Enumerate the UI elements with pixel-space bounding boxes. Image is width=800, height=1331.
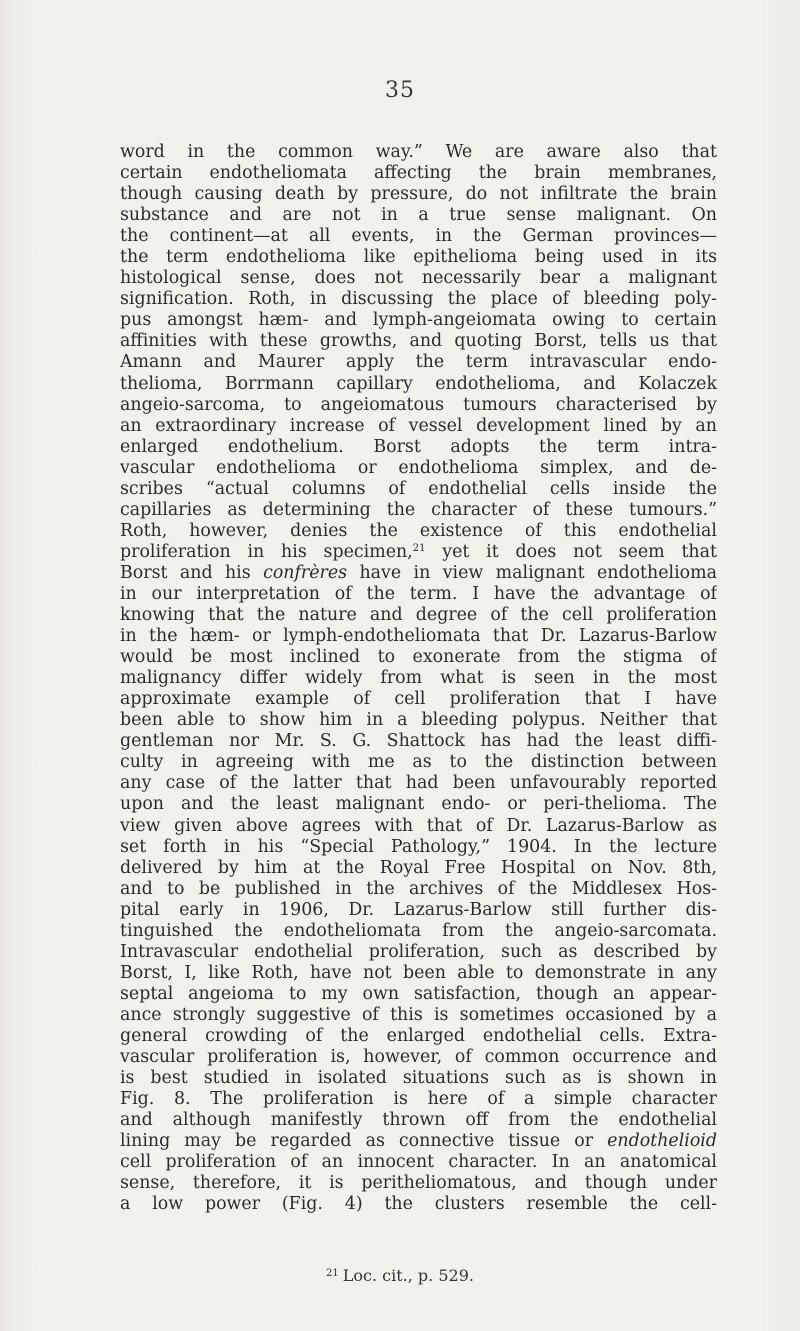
- text-line: vascular endothelioma or endothelioma simplex, and de-: [120, 457, 717, 478]
- text-line: histological sense, does not necessarily bear a malignant: [120, 268, 717, 289]
- text-line: knowing that the nature and degree of the cell proliferation: [120, 605, 717, 626]
- text-line: any case of the latter that had been unfavourably reported: [120, 773, 717, 794]
- italic-word: confrères: [263, 562, 348, 583]
- footnote-text: Loc. cit., p. 529.: [342, 1266, 474, 1285]
- text-line: septal angeioma to my own satisfaction, though an appear-: [120, 983, 717, 1004]
- text-line: capillaries as determining the character of these tumours.”: [120, 499, 717, 520]
- text-line: Amann and Maurer apply the term intravascular endo-: [120, 352, 717, 373]
- text-line: tinguished the endotheliomata from the angeio-sarcomata.: [120, 920, 717, 941]
- text-line: the continent—at all events, in the German provinces—: [120, 226, 717, 247]
- text-line: been able to show him in a bleeding polypus. Neither that: [120, 710, 717, 731]
- text-line: pus amongst hæm- and lymph-angeiomata owing to certain: [120, 310, 717, 331]
- text-line: a low power (Fig. 4) the clusters resemble the cell-: [120, 1194, 717, 1215]
- text-line: signification. Roth, in discussing the place of bleeding poly-: [120, 289, 717, 310]
- text-line: and although manifestly thrown off from the endothelial: [120, 1110, 717, 1131]
- text-line: Fig. 8. The proliferation is here of a simple character: [120, 1089, 717, 1110]
- text-line: ance strongly suggestive of this is sometimes occasioned by a: [120, 1004, 717, 1025]
- text-line: view given above agrees with that of Dr. Lazarus-Barlow as: [120, 815, 717, 836]
- text-line: culty in agreeing with me as to the distinction between: [120, 752, 717, 773]
- text-line: pital early in 1906, Dr. Lazarus-Barlow still further dis-: [120, 899, 717, 920]
- footnote: [0, 1266, 800, 1285]
- text-line: is best studied in isolated situations such as is shown in: [120, 1068, 717, 1089]
- text-line: thelioma, Borrmann capillary endothelioma, and Kolaczek: [120, 373, 717, 394]
- text-line: word in the common way.” We are aware also that: [120, 142, 717, 162]
- page-number: 35: [385, 78, 415, 103]
- text-line: Borst, I, like Roth, have not been able to demonstrate in any: [120, 962, 717, 983]
- text-line: would be most inclined to exonerate from the stigma of: [120, 647, 717, 668]
- text-line: angeio-sarcoma, to angeiomatous tumours characterised by: [120, 394, 717, 415]
- text-line: malignancy differ widely from what is seen in the most: [120, 668, 717, 689]
- text-line: general crowding of the enlarged endothelial cells. Extra-: [120, 1025, 717, 1046]
- text-line: Intravascular endothelial proliferation, such as described by: [120, 941, 717, 962]
- text-line: gentleman nor Mr. S. G. Shattock has had the least diffi-: [120, 731, 717, 752]
- body-paragraph: [120, 142, 717, 1215]
- italic-word: endothelioid: [607, 1131, 717, 1152]
- footnote-reference: 21: [412, 542, 426, 554]
- text-line: though causing death by pressure, do not infiltrate the brain: [120, 184, 717, 205]
- text-line: certain endotheliomata affecting the brain membranes,: [120, 163, 717, 184]
- text-line: an extraordinary increase of vessel development lined by an: [120, 415, 717, 436]
- text-segment: yet it does not seem that: [425, 541, 717, 562]
- text-line: and to be published in the archives of the Middlesex Hos-: [120, 878, 717, 899]
- text-line: delivered by him at the Royal Free Hospital on Nov. 8th,: [120, 857, 717, 878]
- text-line: upon and the least malignant endo- or peri-thelioma. The: [120, 794, 717, 815]
- text-line: the term endothelioma like epithelioma being used in its: [120, 247, 717, 268]
- text-line: approximate example of cell proliferation that I have: [120, 689, 717, 710]
- footnote-marker: 21: [326, 1268, 339, 1279]
- text-line: in the hæm- or lymph-endotheliomata that Dr. Lazarus-Barlow: [120, 626, 717, 647]
- text-line: sense, therefore, it is peritheliomatous, and though under: [120, 1173, 717, 1194]
- text-line: Roth, however, denies the existence of this endothelial: [120, 520, 717, 541]
- text-line: enlarged endothelium. Borst adopts the term intra-: [120, 436, 717, 457]
- text-line: substance and are not in a true sense malignant. On: [120, 205, 717, 226]
- text-line: vascular proliferation is, however, of common occurrence and: [120, 1047, 717, 1068]
- text-line: [120, 542, 717, 563]
- text-line: Borst and his confrères have in view malignant endothelioma: [120, 562, 717, 583]
- text-line: in our interpretation of the term. I have the advantage of: [120, 583, 717, 604]
- text-line: affinities with these growths, and quoting Borst, tells us that: [120, 331, 717, 352]
- text-line: cell proliferation of an innocent character. In an anatomical: [120, 1152, 717, 1173]
- text-line: set forth in his “Special Pathology,” 1904. In the lecture: [120, 836, 717, 857]
- text-segment: proliferation in his specimen,: [120, 541, 413, 562]
- text-line: scribes “actual columns of endothelial cells inside the: [120, 478, 717, 499]
- text-line: lining may be regarded as connective tissue or endothelioid: [120, 1131, 717, 1152]
